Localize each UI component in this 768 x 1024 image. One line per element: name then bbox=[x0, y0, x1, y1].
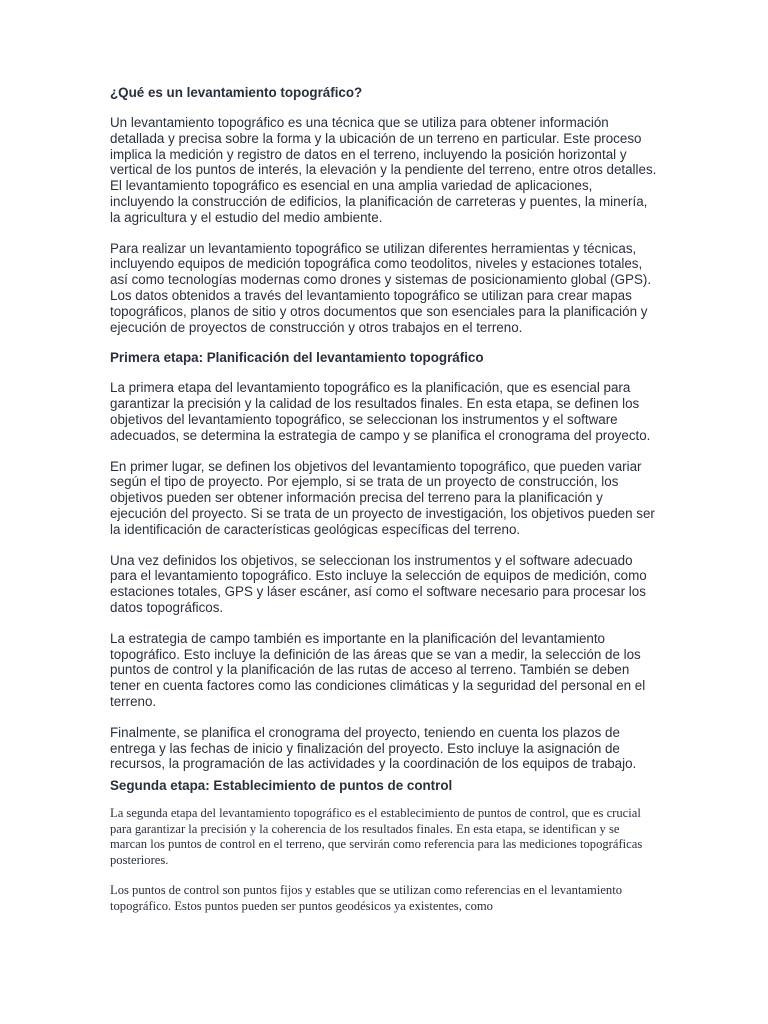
planning-paragraph-4: La estrategia de campo también es importante en la planificación del levantamiento topográfico. Esto incluye la definición de las áreas que se van a medir, la selección de los puntos de control y la planificación de las rutas de acceso al terreno. También se deben tener en cuenta factores como las condiciones climáticas y la seguridad del personal en el terreno. bbox=[110, 630, 646, 709]
intro-paragraph-2: Para realizar un levantamiento topográfico se utilizan diferentes herramientas y técnicas, incluyendo equipos de medición topográfica como teodolitos, niveles y estaciones totales, así como tecnologías modernas como drones y sistemas de posicionamiento global (GPS). Los datos obtenidos a través del levantamiento topográfico se utilizan para crear mapas topográficos, planos de sitio y otros documentos que son esenciales para la planificación y ejecución de proyectos de construcción y otros trabajos en el terreno. bbox=[110, 240, 652, 335]
document-title: ¿Qué es un levantamiento topográfico? bbox=[110, 85, 363, 100]
control-points-paragraph-2: Los puntos de control son puntos fijos y estables que se utilizan como referencias en el levantamiento topográfico. Estos puntos pueden ser puntos geodésicos ya existentes, como bbox=[110, 883, 623, 913]
section-heading-planning: Primera etapa: Planificación del levantamiento topográfico bbox=[110, 350, 484, 366]
planning-paragraph-3: Una vez definidos los objetivos, se seleccionan los instrumentos y el software adecuado para el levantamiento topográfico. Esto incluye la selección de equipos de medición, como estaciones totales, GPS y láser escáner, así como el software necesario para procesar los datos topográficos. bbox=[110, 552, 647, 615]
control-points-paragraph-1: La segunda etapa del levantamiento topográfico es el establecimiento de puntos de control, que es crucial para garantizar la precisión y la coherencia de los resultados finales. En esta etapa, se identifican y se marcan los puntos de control en el terreno, que servirán como referencia para las mediciones topográficas posteriores. bbox=[110, 806, 643, 867]
planning-paragraph-2: En primer lugar, se definen los objetivos del levantamiento topográfico, que pueden variar según el tipo de proyecto. Por ejemplo, si se trata de un proyecto de construcción, los objetivos pueden ser obtener información precisa del terreno para la planificación y ejecución del proyecto. Si se trata de un proyecto de investigación, los objetivos pueden ser la identificación de características geológicas específicas del terreno. bbox=[110, 458, 655, 537]
section-heading-control-points: Segunda etapa: Establecimiento de puntos de control bbox=[110, 778, 453, 794]
document-body bbox=[110, 85, 658, 929]
planning-paragraph-1: La primera etapa del levantamiento topográfico es la planificación, que es esencial para garantizar la precisión y la calidad de los resultados finales. En esta etapa, se definen los objetivos del levantamiento topográfico, se seleccionan los instrumentos y el software adecuados, se determina la estrategia de campo y se planifica el cronograma del proyecto. bbox=[110, 380, 651, 443]
intro-paragraph-1: Un levantamiento topográfico es una técnica que se utiliza para obtener información detallada y precisa sobre la forma y la ubicación de un terreno en particular. Este proceso implica la medición y registro de datos en el terreno, incluyendo la posición horizontal y vertical de los puntos de interés, la elevación y la pendiente del terreno, entre otros detalles. El levantamiento topográfico es esencial en una amplia variedad de aplicaciones, incluyendo la construcción de edificios, la planificación de carreteras y puentes, la minería, la agricultura y el estudio del medio ambiente. bbox=[110, 115, 657, 225]
planning-paragraph-5: Finalmente, se planifica el cronograma del proyecto, teniendo en cuenta los plazos de entrega y las fechas de inicio y finalización del proyecto. Esto incluye la asignación de recursos, la programación de las actividades y la coordinación de los equipos de trabajo. bbox=[110, 724, 637, 772]
